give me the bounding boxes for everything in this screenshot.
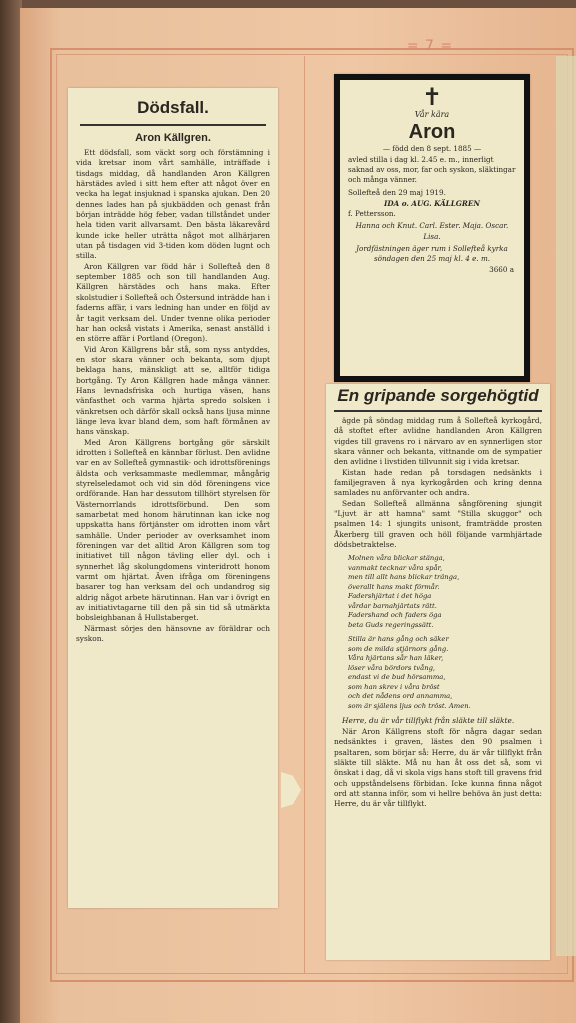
album-spine [0,0,22,1023]
poem-line: vanmakt tecknar våra spår, [348,563,443,572]
adjacent-clipping-edge [556,56,576,956]
paragraph: Kistan hade redan på torsdagen nedsänkts i familjegraven å nya kyrkogården och kring denna samlades nu anförvanter och andra. [334,467,542,498]
column-divider [304,56,305,974]
birth-date: — född den 8 sept. 1885 — [382,144,482,154]
death-announcement [334,74,530,382]
ad-reference: 3660 a [489,264,514,274]
poem-line: men till allt hans blickar tränga, [348,573,460,582]
paragraph: När Aron Källgrens stoft för några dagar sedan nedsänktes i graven, lästes den 90 psalmen i psaltaren, som börjar så: Herre, du är vår tillflykt från släkte till släkte. Må nu han åt oss det så, som vi önskat i dag, då vi skola vigs hans stoft till gravens frid och uppståndelsens förbidan. Icke kunna finna något ord att stanna inför, som vi hellre behöva än just detta: Herre, du är vår tillflykt. [334,726,542,809]
paragraph: ägde på söndag middag rum å Sollefteå kyrkogård, då stoftet efter avlidne handlanden Aron Källgren vigdes till gravens ro i närvaro av en synnerligen stor skara vänner och bekanta, vittnande om de sympatier den avlidne i livstiden tillvunnit sig i vida kretsar. [334,416,542,467]
siblings: Hanna och Knut. Carl. Ester. Maja. Oscar. Lisa. [355,221,509,241]
parents: IDA o. AUG. KÄLLGREN [384,198,480,208]
paragraph: Med Aron Källgrens bortgång gör särskilt idrotten i Sollefteå en kännbar förlust. Den avlidne var en av Sollefteå gymnastik- och idrottsförenings äldsta och verksammaste medlemmar, mångårig styrelseledamot och vid sin död föreningens vice ordförande. Han har dessutom tillhört styrelsen för Västernorrlands idrottsförbund. Den som samarbetat med honom härutinnan kan icke nog uppskatta hans förtjänster om idrotten inom vårt samhälle. Under perioder av overksamhet inom föreningen var det alltid Aron Källgren som tog initiativet till någon tävling eller dyl. och i synnerhet låg skolungdomens vinteridrott honom varmt om hjärtat. Även ifråga om föreningens basarer tog han verksam del och undandrog sig aldrig något arbete härutinnan. Han var i övrigt en av initiativtagarne till den på sin tid så utmärkta bobsleighbanan å Hullstaberget. [76,437,270,623]
paragraph: Ett dödsfall, som väckt sorg och förstämning i vida kretsar inom vårt samhälle, inträffade i tisdags middag, då handlanden Aron Källgren härstädes avled i sitt hem efter att något över en vecka ha legat insjuknad i spanska ajukan. Den 20 dennes lades han på sjukbädden och genast från början inträdde hög feber, vadan tillståndet under hela tiden varit allvarsamt. Den bästa läkarevård kunde icke heller uträtta något mot allhärjaren utan på tisdagen vid 3-tiden kom döden lugnt och stilla. [76,148,270,261]
heading-rule [80,124,266,126]
obituary-clipping [68,88,278,908]
poem-line: beta Guds regeringssätt. [348,620,434,629]
announcement-inner [340,80,524,376]
poem-line: löser våra bördors tvång, [348,663,436,672]
poem-line: endast vi de bud hörsamma, [348,673,446,682]
closing-text [334,716,542,809]
poem-line: som de milda stjärnors gång. [348,644,449,653]
poem-line: Fadershand och faders öga [348,611,442,620]
poem [334,554,542,711]
poem-line: vårdar barnahjärtats rätt. [348,601,437,610]
clipping-subheading: Aron Källgren. [135,132,211,144]
poem-line: och det nådens ord annamma, [348,692,453,701]
burial-notice: Jordfästningen äger rum i Sollefteå kyrka söndagen den 25 maj kl. 4 e. m. [356,243,508,264]
poem-line: Våra hjärtans sår han läker, [348,654,444,663]
scripture-quote: Herre, du är vår tillflykt från släkte till släkte. [342,716,515,726]
maiden-name: f. Pettersson. [348,209,396,219]
clipping-body [334,416,542,550]
announcement-intro: Vår kära [414,110,450,119]
paragraph: Sedan Sollefteå allmänna sångförening sjungit "Ljuvt är att hamna" samt "Stilla skuggor" och psalmen 14: 1 sjungits unisont, framträdde prosten Åkerberg till graven och höll följande varmhjärtade dödsbetraktelse. [334,498,542,550]
clipping-heading: Dödsfall. [137,98,209,117]
poem-line: Molnen våra blickar stänga, [348,554,445,563]
poem-line: som är själens ljus och tröst. Amen. [348,701,471,710]
clipping-body [76,148,270,645]
poem-line: som han skrev i våra bröst [348,682,440,691]
funeral-clipping [326,384,550,960]
paragraph: Närmast sörjes den hänsovne av föräldrar och syskon. [76,623,270,644]
cross-icon: ✝ [421,83,443,111]
clipping-heading: En gripande sorgehögtid [337,386,539,405]
place-date: Sollefteå den 29 maj 1919. [348,188,446,198]
poem-line: Stilla är hans gång och säker [348,635,449,644]
paragraph: Aron Källgren var född här i Sollefteå den 8 september 1885 och son till handlanden Aug. Källgren härstädes och hans maka. Efter skolstudier i Sollefteå och Östersund inträdde han i faderns affär, i vars ledning han under en följd av år tagit verksam del. Under tvenne olika perioder har han också vistats i Amerika, senast anställd i en större affär i Portland (Oregon). [76,261,270,344]
announcement-text: avled stilla i dag kl. 2.45 e. m., innerligt saknad av oss, mor, far och syskon, släktingar och många vänner. [348,154,516,185]
poem-line: överallt hans makt förmår. [348,582,440,591]
deceased-name: Aron [408,121,456,144]
page-number: = 7 = [406,38,454,54]
paragraph: Vid Aron Källgrens bår stå, som nyss antyddes, en stor skara vänner och bekanta, som djupt beklaga hans, mänskligt att se, alltför tidiga bortgång. Ty Aron Källgren hade många vänner. Hans levnadsfriska och hurtiga väsen, hans vänfasthet och varma hjärta spredo solsken i vänkretsen och därför skall också hans ljusa minne länge leva kvar bland dem, som haft förmånen av hans vänskap. [76,344,270,437]
poem-line: Fadershjärtat i det höga [348,592,432,601]
heading-rule [334,410,542,412]
